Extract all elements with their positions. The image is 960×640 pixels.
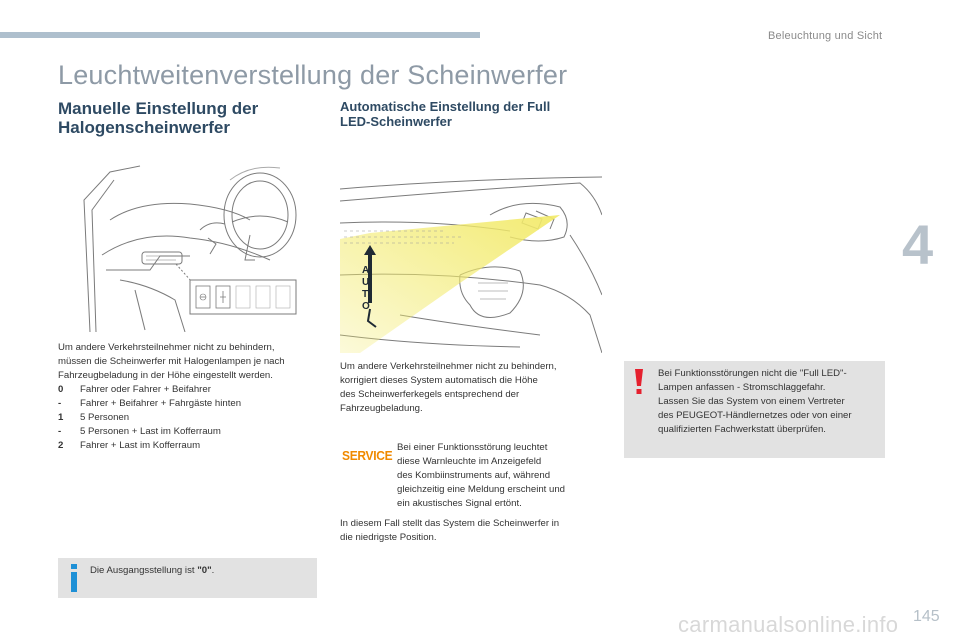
- automatic-intro-line: korrigiert dieses System automatisch die Höhe: [340, 375, 538, 386]
- list-item: [58, 383, 241, 397]
- chapter-number: 4: [902, 213, 934, 276]
- list-item: [58, 439, 241, 453]
- malfunction-line: ein akustisches Signal ertönt.: [397, 498, 522, 509]
- malfunction-text: [397, 441, 597, 511]
- warning-note: [624, 361, 885, 458]
- info-note: [58, 558, 317, 598]
- watermark: carmanualsonline.info: [678, 612, 899, 637]
- warning-line: Lassen Sie das System von einem Vertreter: [658, 396, 845, 407]
- manual-intro-line: Um andere Verkehrsteilnehmer nicht zu behindern,: [58, 342, 275, 353]
- position-text: Fahrer + Last im Kofferraum: [80, 440, 201, 451]
- warning-icon: [634, 369, 644, 395]
- automatic-heading: [340, 99, 610, 129]
- automatic-intro-line: Um andere Verkehrsteilnehmer nicht zu behindern,: [340, 361, 557, 372]
- malfunction-line: diese Warnleuchte im Anzeigefeld: [397, 456, 542, 467]
- section-title: Beleuchtung und Sicht: [768, 30, 883, 42]
- headlamp-position-list: [58, 383, 241, 453]
- position-key: 1: [58, 412, 64, 423]
- page-number: 145: [913, 608, 940, 625]
- manual-intro: [58, 341, 320, 383]
- page-title: Leuchtweitenverstellung der Scheinwerfer: [58, 60, 568, 90]
- dashboard-illustration: [80, 160, 298, 332]
- position-text: Fahrer + Beifahrer + Fahrgäste hinten: [80, 398, 242, 409]
- led-headlamp-illustration: [340, 175, 602, 353]
- info-note-prefix: Die Ausgangsstellung ist: [90, 565, 198, 576]
- position-key: -: [58, 398, 62, 409]
- position-key: 0: [58, 384, 64, 395]
- manual-heading: [58, 99, 318, 137]
- malfunction-line: Bei einer Funktionsstörung leuchtet: [397, 442, 548, 453]
- manual-heading-line2: Halogenscheinwerfer: [58, 118, 230, 137]
- info-note-text: [90, 565, 214, 576]
- manual-intro-line: müssen die Scheinwerfer mit Halogenlampen je nach: [58, 356, 285, 367]
- list-item: [58, 425, 241, 439]
- fallback-line: In diesem Fall stellt das System die Scheinwerfer in: [340, 518, 560, 529]
- position-text: 5 Personen + Last im Kofferraum: [80, 426, 221, 437]
- position-text: 5 Personen: [80, 412, 130, 423]
- malfunction-line: des Kombiinstruments auf, während: [397, 470, 551, 481]
- automatic-heading-line2: LED-Scheinwerfer: [340, 114, 452, 129]
- auto-label: AUTO: [362, 265, 370, 312]
- position-text: Fahrer oder Fahrer + Beifahrer: [80, 384, 211, 395]
- warning-text: [658, 367, 880, 437]
- automatic-intro-line: des Scheinwerferkegels entsprechend der: [340, 389, 520, 400]
- automatic-intro: [340, 360, 602, 416]
- info-note-suffix: .: [211, 565, 215, 576]
- list-item: [58, 411, 241, 425]
- malfunction-line: gleichzeitig eine Meldung erscheint und: [397, 484, 565, 495]
- service-label: SERVICE: [342, 448, 393, 464]
- header-accent-bar: [0, 32, 480, 38]
- manual-heading-line1: Manuelle Einstellung der: [58, 99, 259, 118]
- fallback-text: [340, 517, 602, 545]
- position-key: 2: [58, 440, 64, 451]
- list-item: [58, 397, 241, 411]
- info-icon: [68, 564, 80, 592]
- warning-line: des PEUGEOT-Händlernetzes oder von einer: [658, 410, 852, 421]
- position-key: -: [58, 426, 62, 437]
- warning-line: Lampen anfassen - Stromschlaggefahr.: [658, 382, 826, 393]
- automatic-heading-line1: Automatische Einstellung der Full: [340, 99, 551, 114]
- warning-line: Bei Funktionsstörungen nicht die "Full LED"-: [658, 368, 847, 379]
- service-warning-lamp-icon: [342, 448, 393, 464]
- fallback-line: die niedrigste Position.: [340, 532, 437, 543]
- info-note-value: "0": [197, 565, 212, 576]
- automatic-intro-line: Fahrzeugbeladung.: [340, 403, 423, 414]
- warning-line: qualifizierten Fachwerkstatt überprüfen.: [658, 424, 826, 435]
- manual-intro-line: Fahrzeugbeladung in der Höhe eingestellt werden.: [58, 370, 273, 381]
